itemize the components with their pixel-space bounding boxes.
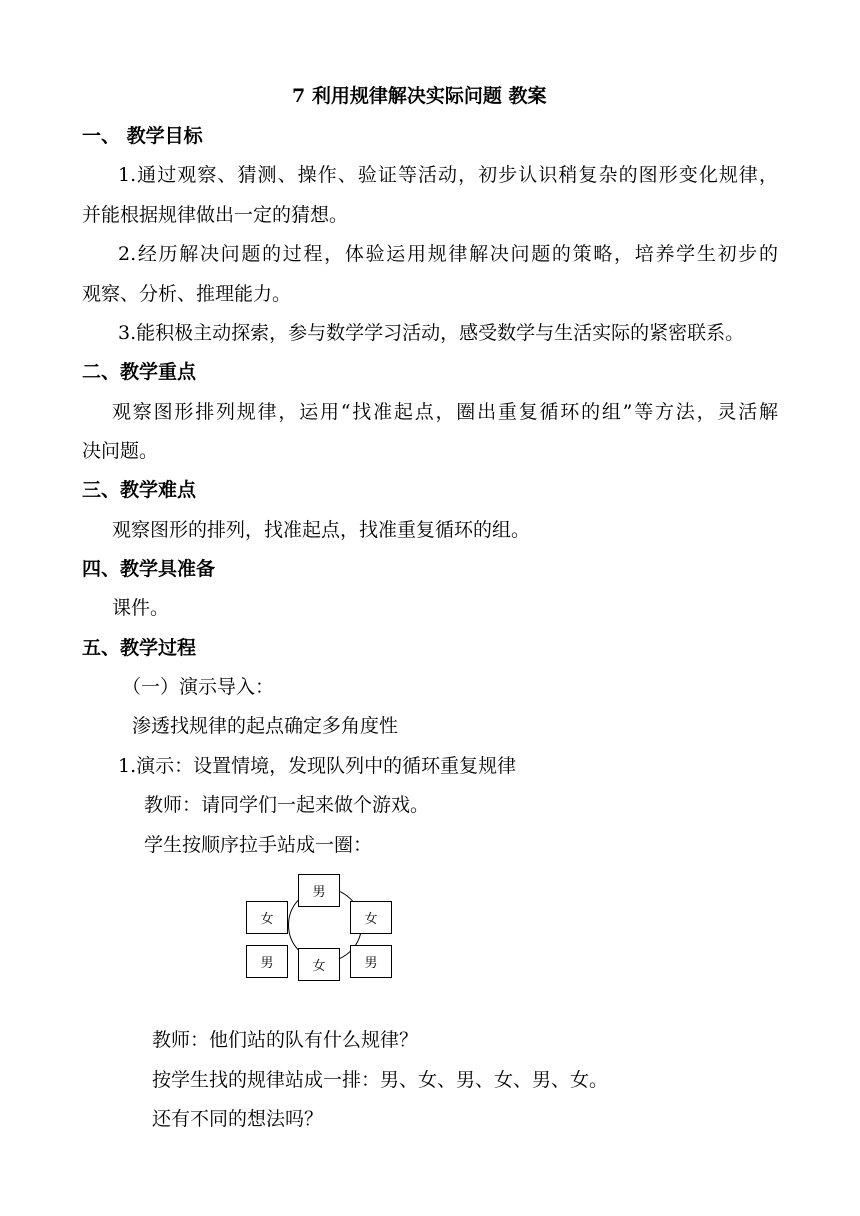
- section-heading-materials: 四、教学具准备: [82, 558, 216, 580]
- section-heading-goals: 一、 教学目标: [82, 125, 203, 147]
- process-teacher-2: 教师：他们站的队有什么规律？: [152, 1029, 419, 1051]
- section-heading-difficulty: 三、教学难点: [82, 479, 197, 501]
- circle-box-left-upper: 女: [246, 901, 288, 934]
- materials-text: 课件。: [112, 597, 170, 619]
- process-teacher-1: 教师：请同学们一起来做个游戏。: [144, 794, 430, 816]
- process-intro: 渗透找规律的起点确定多角度性: [132, 715, 399, 737]
- section-heading-process: 五、教学过程: [82, 637, 197, 659]
- section-heading-key-point: 二、教学重点: [82, 361, 197, 383]
- goal-2-line1: 2.经历解决问题的过程，体验运用规律解决问题的策略，培养学生初步的: [118, 243, 778, 265]
- process-step-1: 1.演示：设置情境，发现队列中的循环重复规律: [118, 755, 517, 777]
- goal-2-line2: 观察、分析、推理能力。: [82, 283, 292, 305]
- process-other-ideas: 还有不同的想法吗？: [152, 1108, 324, 1130]
- circle-box-left-lower: 男: [246, 945, 288, 978]
- circle-box-right-lower: 男: [350, 945, 392, 978]
- goal-3: 3.能积极主动探索，参与数学学习活动，感受数学与生活实际的紧密联系。: [118, 322, 745, 344]
- circle-box-bottom: 女: [298, 948, 340, 981]
- page-title: 7 利用规律解决实际问题 教案: [292, 85, 547, 107]
- process-subheading: （一）演示导入：: [122, 676, 275, 698]
- goal-1-line2: 并能根据规律做出一定的猜想。: [82, 204, 349, 226]
- goal-1-line1: 1.通过观察、猜测、操作、验证等活动，初步认识稍复杂的图形变化规律，: [118, 164, 778, 186]
- difficulty-text: 观察图形的排列，找准起点，找准重复循环的组。: [112, 519, 531, 541]
- key-point-line2: 决问题。: [82, 440, 159, 462]
- circle-box-top: 男: [298, 874, 340, 907]
- circle-box-right-upper: 女: [350, 901, 392, 934]
- process-line-up: 按学生找的规律站成一排：男、女、男、女、男、女。: [152, 1069, 609, 1091]
- circle-diagram: [243, 871, 399, 981]
- process-students: 学生按顺序拉手站成一圈：: [144, 834, 373, 856]
- key-point-line1: 观察图形排列规律，运用“找准起点，圈出重复循环的组”等方法，灵活解: [112, 401, 778, 423]
